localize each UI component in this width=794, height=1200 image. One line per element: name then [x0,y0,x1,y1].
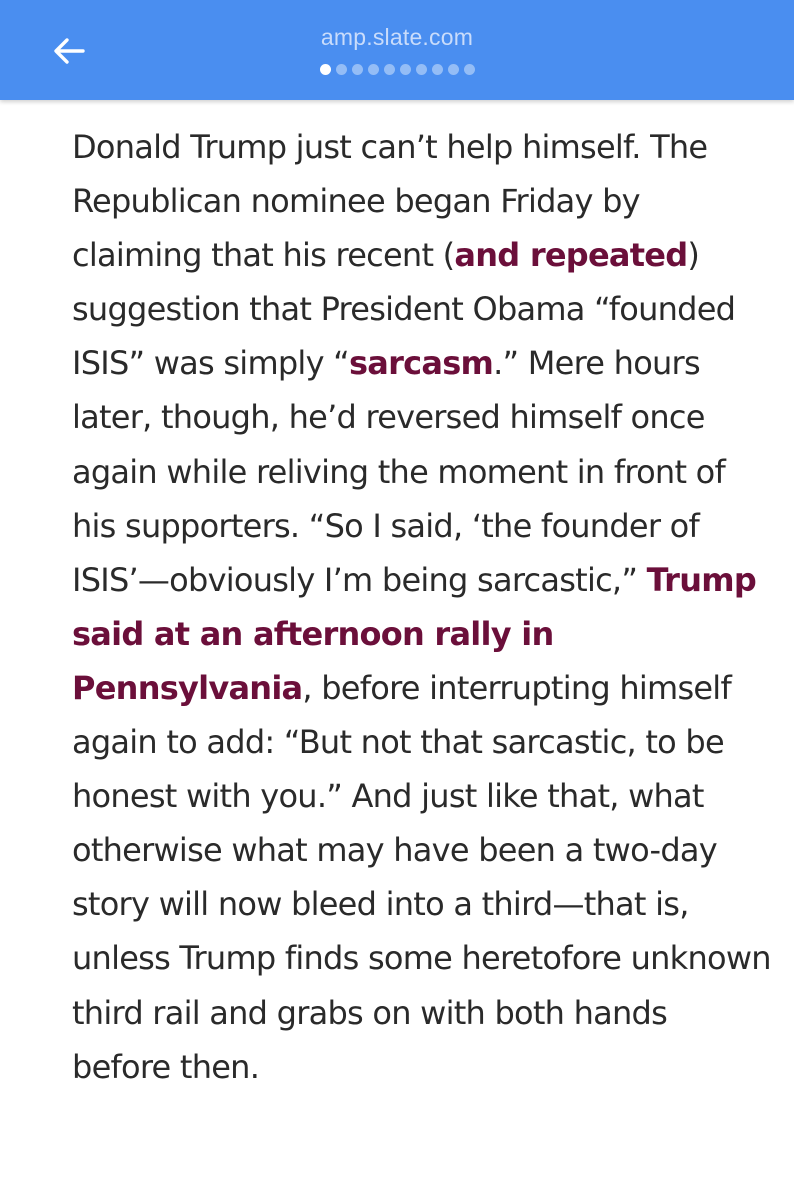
paragraph-text: , before interrupting himself again to add: “But not that sarcastic, to be honest with you.” And just like that, what otherwise what may have been a two-day story will now bleed into a third—that is, unless Trump finds some heretofore unknown third rail and grabs on with both hands before then. [72,668,771,1086]
article-paragraph [72,120,772,1094]
browser-top-bar [0,0,794,100]
page-dot [336,64,347,75]
page-dot [448,64,459,75]
link-sarcasm[interactable]: sarcasm [349,344,494,383]
article-body [72,120,772,1094]
page-dot [352,64,363,75]
paragraph-text: .” Mere hours later, though, he’d reversed himself once again while reliving the moment in front of his supporters. “So I said, ‘the founder of ISIS’—obviously I’m being sarcastic,” [72,344,726,599]
paragraph-text: Donald Trump just can’t help himself. The Republican nominee began Friday by claiming that his recent ( [72,128,708,275]
page-dot [320,64,331,75]
page-dot [368,64,379,75]
page-dot [384,64,395,75]
link-trump-rally[interactable]: Trump said at an afternoon rally in Pennsylvania [72,560,756,707]
paragraph-text: ) suggestion that President Obama “founded ISIS” was simply “ [72,236,736,383]
page-indicator [0,64,794,75]
page-url: amp.slate.com [320,24,474,50]
link-and-repeated[interactable]: and repeated [454,236,688,275]
page-dot [416,64,427,75]
page-dot [432,64,443,75]
page-dot [464,64,475,75]
page-dot [400,64,411,75]
